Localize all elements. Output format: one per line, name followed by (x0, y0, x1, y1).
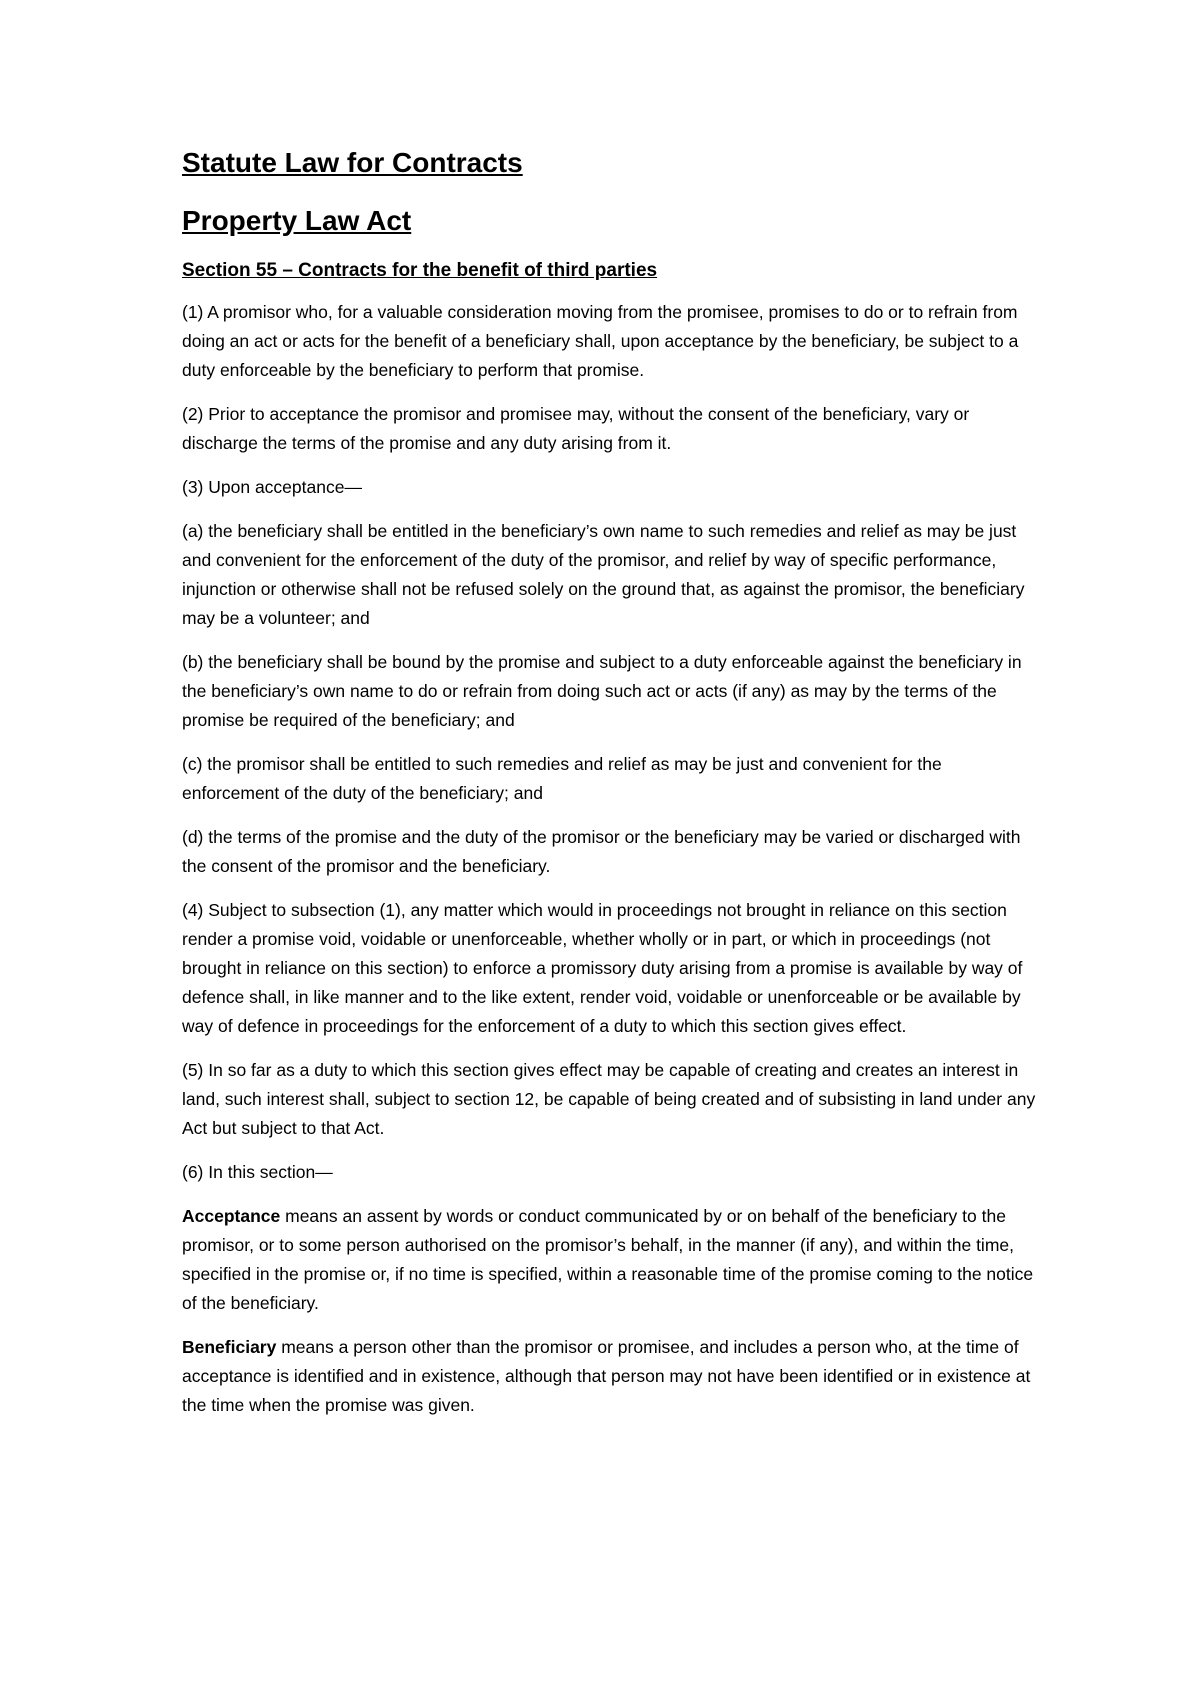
document-body (182, 146, 1042, 1435)
paragraph-text: A promisor who, for a valuable consideration moving from the promisee, promises to do or to refrain from doing an act or acts for the benefit of a beneficiary shall, upon acceptance by the beneficiary, be subject to a duty enforceable by the beneficiary to perform that promise. (182, 301, 1019, 380)
paragraph-label: (3) (182, 476, 204, 497)
definition-term: Beneficiary (182, 1336, 277, 1357)
paragraph-4 (182, 896, 1042, 1041)
paragraph-3b (182, 648, 1042, 735)
paragraph-text: Prior to acceptance the promisor and promisee may, without the consent of the beneficiary, vary or discharge the terms of the promise and any duty arising from it. (182, 403, 970, 453)
paragraph-text: the beneficiary shall be entitled in the beneficiary’s own name to such remedies and relief as may be just and convenient for the enforcement of the duty of the promisor, and relief by way of specific performance, injunction or otherwise shall not be refused solely on the ground that, as against the promisor, the beneficiary may be a volunteer; and (182, 520, 1025, 628)
paragraph-3a (182, 517, 1042, 633)
definition-beneficiary (182, 1333, 1042, 1420)
paragraph-text: Subject to subsection (1), any matter which would in proceedings not brought in reliance on this section render a promise void, voidable or unenforceable, whether wholly or in part, or which in proceedings (not brought in reliance on this section) to enforce a promissory duty arising from a promise is available by way of defence shall, in like manner and to the like extent, render void, voidable or unenforceable or be available by way of defence in proceedings for the enforcement of a duty to which this section gives effect. (182, 899, 1023, 1036)
paragraph-label: (2) (182, 403, 204, 424)
paragraph-label: (5) (182, 1059, 204, 1080)
paragraph-label: (b) (182, 651, 204, 672)
paragraph-text: In this section— (203, 1161, 333, 1182)
paragraph-text: Upon acceptance— (203, 476, 362, 497)
paragraph-3 (182, 473, 1042, 502)
document-title: Statute Law for Contracts (182, 147, 523, 178)
paragraph-label: (d) (182, 826, 204, 847)
paragraph-1 (182, 298, 1042, 385)
definition-acceptance (182, 1202, 1042, 1318)
paragraph-3d (182, 823, 1042, 881)
paragraph-label: (6) (182, 1161, 204, 1182)
definition-term: Acceptance (182, 1205, 281, 1226)
paragraph-3c (182, 750, 1042, 808)
paragraph-text: the promisor shall be entitled to such remedies and relief as may be just and convenient for the enforcement of the duty of the beneficiary; and (182, 753, 942, 803)
definition-text: means a person other than the promisor or promisee, and includes a person who, at the time of acceptance is identified and in existence, although that person may not have been identified or in existence at the time when the promise was given. (182, 1336, 1031, 1415)
paragraph-label: (c) (182, 753, 203, 774)
paragraph-2 (182, 400, 1042, 458)
paragraph-text: the beneficiary shall be bound by the promise and subject to a duty enforceable against the beneficiary in the beneficiary’s own name to do or refrain from doing such act or acts (if any) as may by the terms of the promise be required of the beneficiary; and (182, 651, 1022, 730)
paragraph-5 (182, 1056, 1042, 1143)
act-title: Property Law Act (182, 204, 412, 236)
paragraph-label: (1) (182, 301, 204, 322)
paragraph-label: (a) (182, 520, 204, 541)
section-heading: Section 55 – Contracts for the benefit of third parties (182, 260, 658, 282)
paragraph-text: the terms of the promise and the duty of the promisor or the beneficiary may be varied or discharged with the consent of the promisor and the beneficiary. (182, 826, 1021, 876)
paragraph-6 (182, 1158, 1042, 1187)
paragraph-label: (4) (182, 899, 204, 920)
definition-text: means an assent by words or conduct communicated by or on behalf of the beneficiary to the promisor, or to some person authorised on the promisor’s behalf, in the manner (if any), and within the time, specified in the promise or, if no time is specified, within a reasonable time of the promise coming to the notice of the beneficiary. (182, 1205, 1034, 1313)
paragraph-text: In so far as a duty to which this section gives effect may be capable of creating and creates an interest in land, such interest shall, subject to section 12, be capable of being created and of subsisting in land under any Act but subject to that Act. (182, 1059, 1036, 1138)
